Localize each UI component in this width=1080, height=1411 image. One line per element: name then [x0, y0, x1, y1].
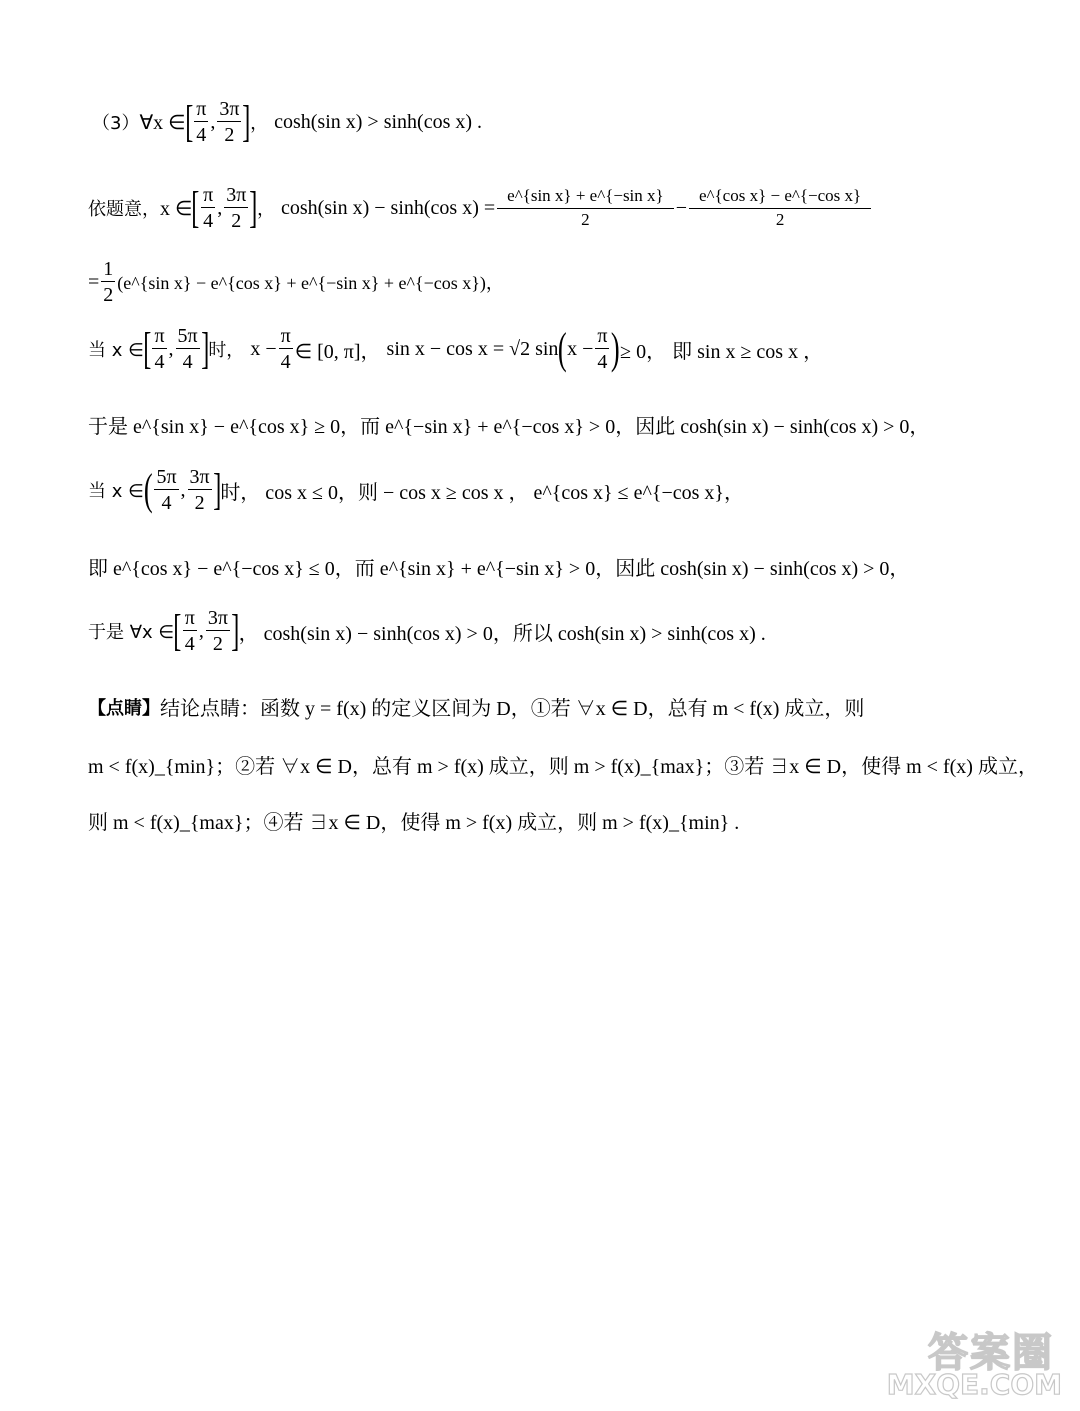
pi-quarter-inner: $\frac{\pi}{4}$ [597, 325, 608, 373]
interval-end: $\frac{3\pi}{2}$ [219, 98, 240, 146]
interval-start: $\frac{5\pi}{4}$ [156, 466, 177, 514]
interval-start: $\frac{\pi}{4}$ [154, 325, 165, 373]
right-bracket: ] [231, 606, 240, 655]
range-expr: ∈ [0, π]， [294, 340, 381, 363]
left-paren: ( [558, 324, 568, 373]
exp-inequality-line-2: 即 e^{cos x} − e^{−cos x} ≤ 0，而 e^{sin x} + e^{−sin x} > 0，因此 cosh(sin x) − sinh(cos x) > 0， [88, 558, 910, 580]
proof-line-4 [88, 410, 929, 439]
cosh-fraction: $\frac{\text{e\textasciicircum{}\{sin x\} + e\textasciicircum{}\{−sin x\}}}{2}$ [497, 187, 674, 229]
proof-line-6 [88, 552, 909, 581]
note-text-2: m < f(x)_{min}；②若 ∀x ∈ D，总有 m > f(x) 成立，则 m > f(x)_{max}；③若 ∃x ∈ D，使得 m < f(x) 成立， [88, 756, 1038, 778]
shift-expr: x − [250, 337, 277, 360]
exp-inequality-line: 于是 e^{sin x} − e^{cos x} ≥ 0，而 e^{−sin x} + e^{−cos x} > 0，因此 cosh(sin x) − sinh(cos x) > 0， [88, 416, 930, 438]
left-paren: ( [143, 465, 153, 514]
inner-expr: x − [567, 337, 594, 360]
separator: ， [250, 113, 269, 134]
pi-quarter: $\frac{\pi}{4}$ [280, 325, 291, 373]
final-conclusion: ， cosh(sin x) − sinh(cos x) > 0，所以 cosh(sin x) > sinh(cos x) . [238, 622, 766, 645]
left-bracket: [ [184, 97, 193, 146]
note-text-1: 结论点睛：函数 y = f(x) 的定义区间为 D，①若 ∀x ∈ D，总有 m < f(x) 成立，则 [160, 698, 865, 720]
interval-end: $\frac{5\pi}{4}$ [177, 325, 198, 373]
note-line-3 [88, 806, 739, 835]
when-text: 时， [208, 340, 245, 361]
case-lead: 当 x ∈ [88, 340, 144, 361]
left-bracket: [ [191, 183, 200, 232]
right-paren: ) [611, 324, 621, 373]
interval-start: $\frac{\pi}{4}$ [196, 98, 207, 146]
interval-start: $\frac{\pi}{4}$ [203, 184, 214, 232]
sin-cos-diff: sin x − cos x = √2 sin [386, 337, 559, 360]
right-bracket: ] [242, 97, 251, 146]
proof-line-7: 于是 ∀x ∈ [ $\frac{\pi}{4}$ , $\frac{3\pi}{2}$ ] ， cosh(sin x) − sinh(cos x) > 0，所以 cosh(sin x) > sinh(cos x) . [88, 606, 766, 655]
right-bracket: ] [212, 465, 222, 514]
note-tag: 【点睛】 [88, 697, 160, 719]
proof-line-3: 当 x ∈ [ $\frac{\pi}{4}$ , $\frac{5\pi}{4}$ ] 时， x − $\frac{\pi}{4}$ ∈ [0, π]， sin x − cos x = √2 sin ( x − $\frac{\pi}{4}$ ) ≥ 0， 即 sin x ≥ cos x ， [88, 324, 824, 373]
interval-end: $\frac{3\pi}{2}$ [189, 466, 210, 514]
proof-line-5: 当 x ∈ ( $\frac{5\pi}{4}$ , $\frac{3\pi}{2}$ ] 时， cos x ≤ 0，则 − cos x ≥ cos x ， e^{cos x} ≤ e^{−cos x}， [88, 465, 745, 514]
exp-sum-expr: (e^{sin x} − e^{cos x} + e^{−sin x} + e^{−cos x})， [117, 273, 504, 293]
part-label: （3） [92, 113, 140, 134]
inequality: cosh(sin x) > sinh(cos x) . [274, 110, 483, 133]
case-tail: 时， cos x ≤ 0，则 − cos x ≥ cos x ， e^{cos x} ≤ e^{−cos x}， [220, 481, 745, 504]
left-bracket: [ [173, 606, 182, 655]
interval-end: $\frac{3\pi}{2}$ [207, 607, 228, 655]
watermark-logo [886, 1321, 1066, 1401]
sinh-fraction: $\frac{\text{e\textasciicircum{}\{cos x\} − e\textasciicircum{}\{−cos x\}}}{2}$ [689, 187, 871, 229]
interval-start: $\frac{\pi}{4}$ [184, 607, 195, 655]
minus-sign: − [675, 196, 687, 219]
x-in: x ∈ [160, 197, 193, 220]
note-line-1 [88, 692, 864, 721]
conclusion-expr: 即 sin x ≥ cos x ， [672, 340, 824, 363]
case-lead: 当 x ∈ [88, 481, 144, 502]
half-fraction: $\frac{1}{2}$ [103, 258, 114, 306]
difference-expr: cosh(sin x) − sinh(cos x) = [280, 196, 496, 219]
final-lead: 于是 ∀x ∈ [88, 622, 175, 643]
watermark-bottom-text: MXQE.COM [886, 1368, 1062, 1401]
separator: ， [256, 199, 275, 220]
equals-sign: = [88, 270, 100, 293]
left-bracket: [ [143, 324, 152, 373]
lead-text: 依题意， [88, 199, 160, 220]
interval-end: $\frac{3\pi}{2}$ [226, 184, 247, 232]
watermark-top-text: 答案圈 [928, 1330, 1054, 1376]
note-text-3: 则 m < f(x)_{max}；④若 ∃x ∈ D，使得 m > f(x) 成立，则 m > f(x)_{min} . [88, 812, 740, 834]
statement-part-3: （3） ∀x ∈ [ $\frac{\pi}{4}$ , $\frac{3\pi}{2}$ ] ， cosh(sin x) > sinh(cos x) . [92, 97, 483, 146]
right-bracket: ] [200, 324, 210, 373]
nonneg-expr: ≥ 0， [620, 340, 667, 363]
note-line-2 [88, 750, 1038, 779]
right-bracket: ] [249, 183, 258, 232]
forall-expr: ∀x ∈ [139, 111, 186, 134]
proof-line-1: 依题意， x ∈ [ $\frac{\pi}{4}$ , $\frac{3\pi}{2}$ ] ， cosh(sin x) − sinh(cos x) = $\frac{\text{e\textasciicircum{}\{sin x\} + e\textasciicircum{}\{−sin x\}}}{2}$ − $\frac{\text{e\textasciicircum{}\{cos x\} − e\textasciicircum{}\{−cos x\}}}{2}$ [88, 184, 873, 232]
proof-line-2 [88, 258, 504, 306]
